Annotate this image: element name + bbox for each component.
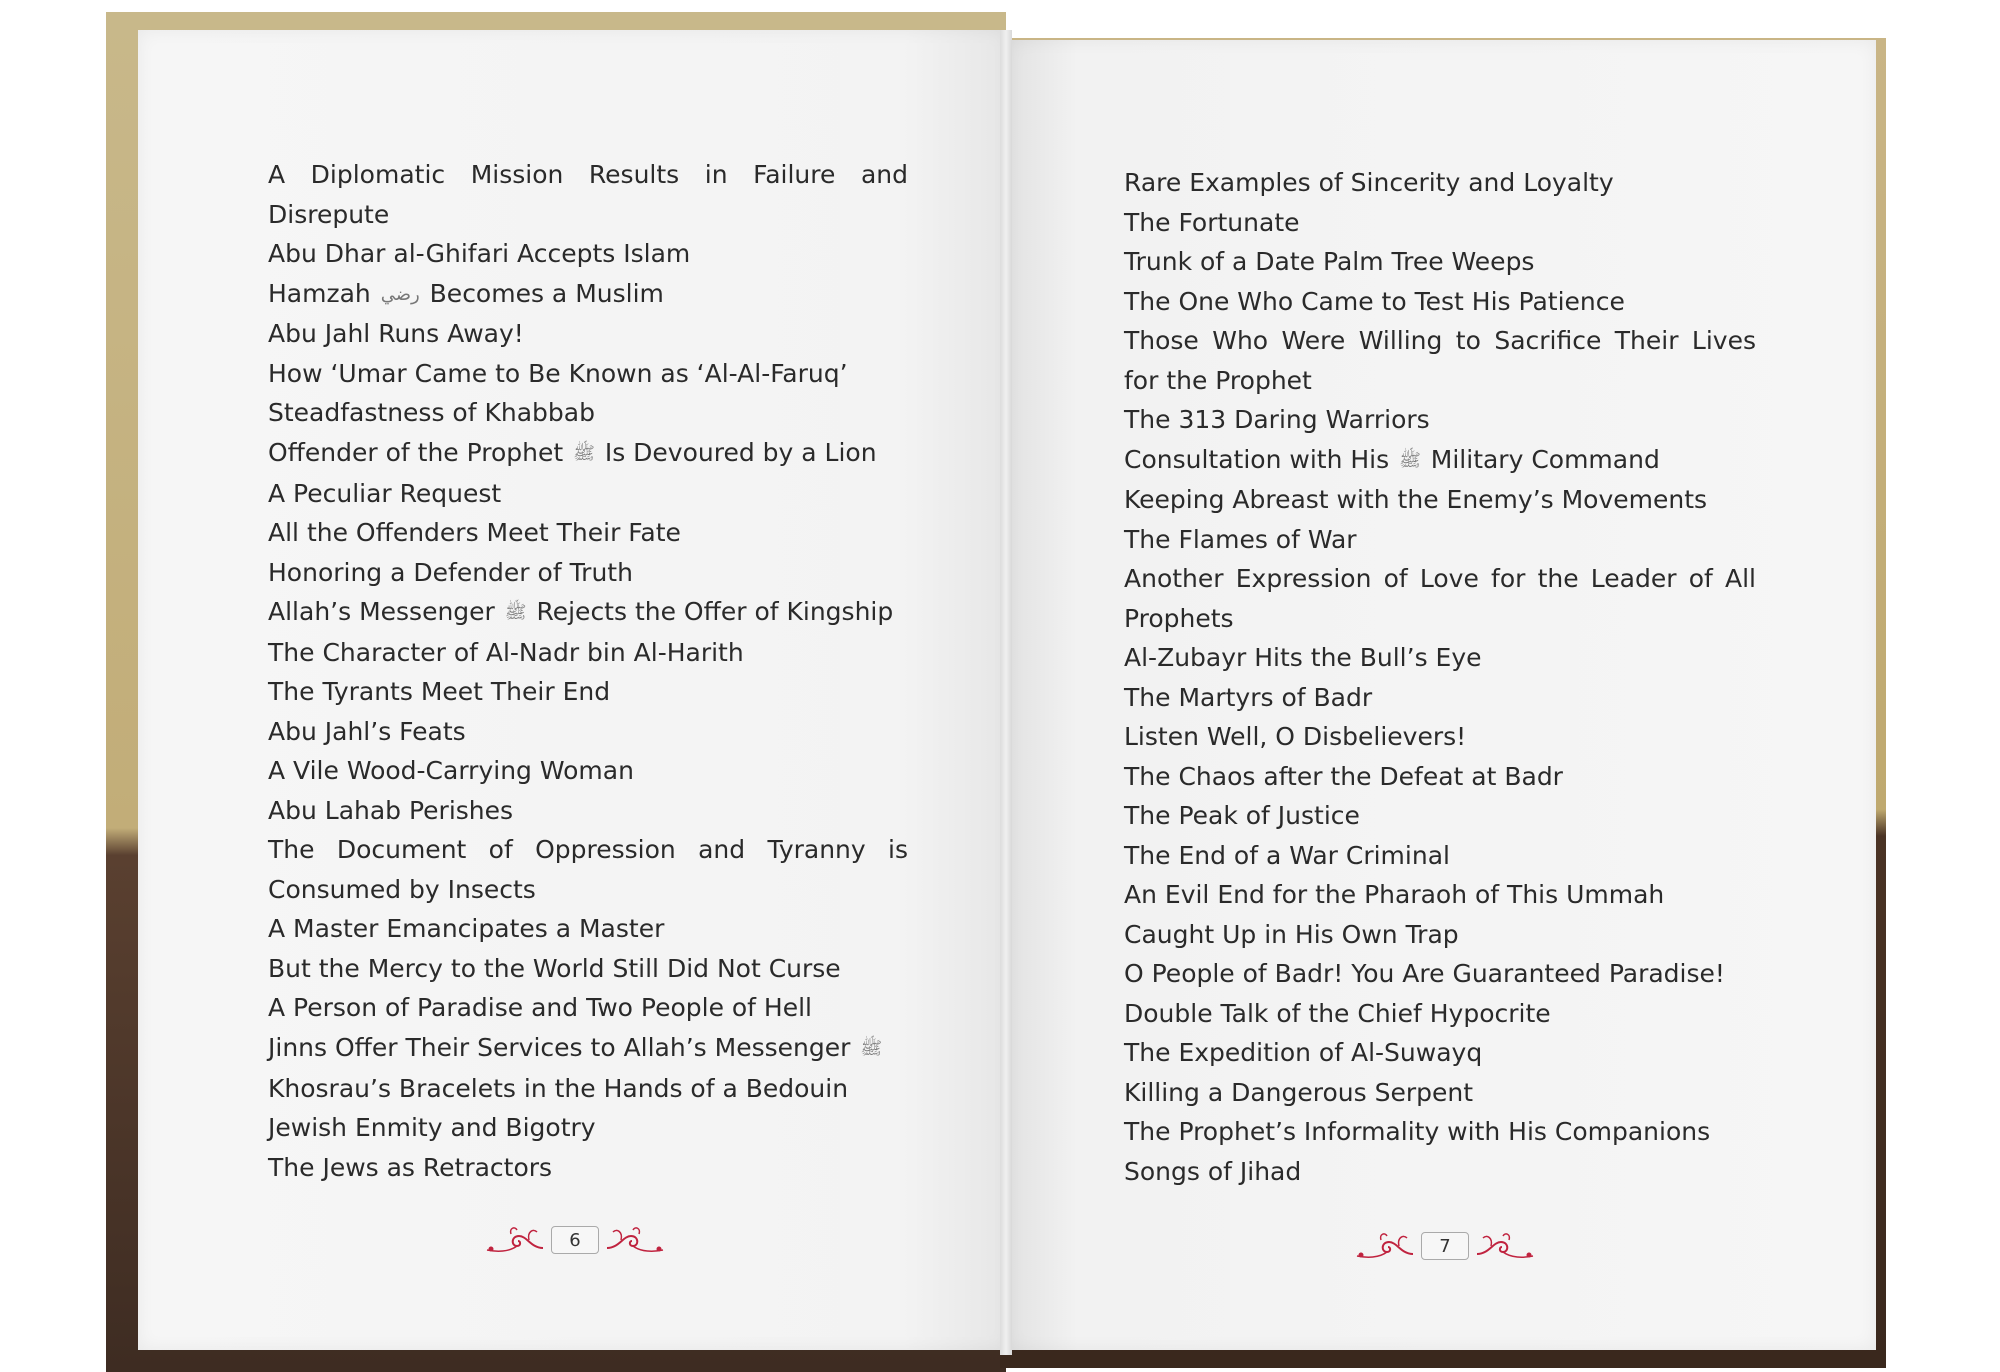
toc-entry-title: The Document of Oppression and Tyranny is Consumed by Insects [268, 835, 908, 904]
toc-entry [268, 1148, 908, 1188]
toc-entry-title: The Martyrs of Badr [1124, 682, 1373, 712]
toc-entry [1124, 1073, 1756, 1113]
toc-entry [268, 830, 908, 909]
toc-entry [268, 751, 908, 791]
toc-entry-title: Al-Zubayr Hits the Bull’s Eye [1124, 643, 1482, 673]
toc-entry-title: Honoring a Defender of Truth [268, 557, 633, 587]
toc-entry [1124, 954, 1756, 994]
toc-entry-title: The Fortunate [1124, 207, 1300, 237]
toc-entry-title: Khosrau’s Bracelets in the Hands of a Bedouin [268, 1073, 849, 1103]
toc-entry-title: Abu Jahl’s Feats [268, 716, 466, 746]
toc-entry-title: Jewish Enmity and Bigotry [268, 1113, 596, 1142]
toc-entry [1124, 520, 1756, 560]
toc-entry [1124, 796, 1756, 836]
toc-entry-title: The One Who Came to Test His Patience [1124, 286, 1625, 316]
toc-entry-title: Jinns Offer Their Services to Allah’s Messenger [268, 1032, 859, 1062]
toc-entry [268, 1069, 908, 1109]
table-of-contents-left [268, 155, 908, 1187]
toc-entry-title: Songs of Jihad [1124, 1156, 1302, 1186]
toc-entry [1124, 203, 1756, 243]
toc-entry-title-continued: Military Command [1430, 444, 1660, 474]
toc-entry-title: The End of a War Criminal [1124, 840, 1450, 870]
page-number-box: 7 [1421, 1232, 1469, 1260]
toc-entry-title: Keeping Abreast with the Enemy’s Movements [1124, 485, 1708, 515]
toc-entry-title: How ‘Umar Came to Be Known as ‘Al-Al-Faruq’ [268, 358, 848, 388]
toc-entry-title-continued: Is Devoured by a Lion [604, 437, 877, 467]
toc-entry-title: Abu Jahl Runs Away! [268, 319, 524, 349]
toc-entry [268, 513, 908, 553]
toc-entry [1124, 994, 1756, 1034]
toc-entry [268, 592, 908, 633]
toc-entry-title: Rare Examples of Sincerity and Loyalty [1124, 168, 1614, 197]
toc-entry-title: Abu Lahab Perishes [268, 795, 514, 825]
toc-entry-title: Steadfastness of Khabbab [268, 398, 595, 428]
toc-entry-title-continued: Rejects the Offer of Kingship [536, 597, 894, 626]
toc-entry [1124, 321, 1756, 400]
toc-entry [1124, 717, 1756, 757]
toc-entry [268, 672, 908, 712]
toc-entry [1124, 678, 1756, 718]
toc-entry [268, 909, 908, 949]
toc-entry-title: A Master Emancipates a Master [268, 914, 665, 944]
toc-entry-title: A Diplomatic Mission Results in Failure and Disrepute [268, 160, 908, 229]
toc-entry [1124, 875, 1756, 915]
toc-entry-title: Those Who Were Willing to Sacrifice Their Lives for the Prophet [1124, 326, 1756, 395]
toc-entry-title: The Flames of War [1124, 524, 1357, 554]
page-number-box: 6 [551, 1226, 599, 1254]
toc-entry [1124, 757, 1756, 797]
toc-entry-title: Trunk of a Date Palm Tree Weeps [1124, 247, 1535, 276]
honorific-symbol: ﷺ [860, 1038, 883, 1059]
honorific-symbol: ﷺ [1399, 449, 1421, 471]
toc-entry [268, 712, 908, 752]
toc-entry [1124, 559, 1756, 638]
toc-entry [268, 433, 908, 474]
toc-entry-title: Hamzah [268, 278, 379, 308]
toc-entry [268, 633, 908, 673]
toc-entry-title: All the Offenders Meet Their Fate [268, 518, 681, 547]
toc-entry [268, 1108, 908, 1148]
toc-entry-title: The 313 Daring Warriors [1124, 405, 1430, 434]
toc-entry-title: A Person of Paradise and Two People of Hell [268, 993, 813, 1023]
toc-entry [1124, 1152, 1756, 1192]
toc-entry-title: The Tyrants Meet Their End [268, 677, 611, 707]
toc-entry [268, 314, 908, 354]
toc-entry [1124, 915, 1756, 955]
page-number-left [480, 1222, 670, 1258]
book-spine [1000, 30, 1012, 1355]
toc-entry-title: Abu Dhar al-Ghifari Accepts Islam [268, 239, 691, 268]
toc-entry-title: Listen Well, O Disbelievers! [1124, 722, 1467, 752]
toc-entry [268, 988, 908, 1028]
toc-entry [268, 1028, 908, 1069]
toc-entry [1124, 400, 1756, 440]
toc-entry [268, 354, 908, 394]
toc-entry [1124, 163, 1756, 203]
toc-entry-title: O People of Badr! You Are Guaranteed Paradise! [1124, 959, 1725, 989]
toc-entry-title: A Vile Wood-Carrying Woman [268, 756, 634, 786]
flourish-left-icon [481, 1222, 545, 1258]
toc-entry-title: Another Expression of Love for the Leader of All Prophets [1124, 564, 1756, 633]
honorific-symbol: رضي [380, 283, 420, 305]
toc-entry [1124, 638, 1756, 678]
toc-entry-title: The Peak of Justice [1124, 801, 1360, 831]
toc-entry [1124, 282, 1756, 322]
honorific-symbol: ﷺ [504, 602, 527, 624]
toc-entry [268, 553, 908, 593]
toc-entry-title: The Expedition of Al-Suwayq [1124, 1038, 1483, 1068]
toc-entry-title: The Jews as Retractors [268, 1152, 553, 1182]
toc-entry-title: But the Mercy to the World Still Did Not Curse [268, 953, 841, 983]
toc-entry [268, 234, 908, 274]
toc-entry [1124, 836, 1756, 876]
honorific-symbol: ﷺ [573, 443, 595, 464]
toc-entry-title: The Chaos after the Defeat at Badr [1124, 761, 1563, 791]
toc-entry [1124, 480, 1756, 520]
flourish-right-icon [1475, 1228, 1539, 1264]
page-number-right [1350, 1228, 1540, 1264]
toc-entry [268, 949, 908, 989]
toc-entry-title: Allah’s Messenger [268, 597, 503, 626]
toc-entry-title: Killing a Dangerous Serpent [1124, 1077, 1474, 1107]
toc-entry-title: Consultation with His [1124, 444, 1398, 474]
toc-entry-title: The Character of Al-Nadr bin Al-Harith [268, 637, 744, 667]
toc-entry-title: Caught Up in His Own Trap [1124, 919, 1459, 949]
toc-entry [1124, 1033, 1756, 1073]
flourish-right-icon [605, 1222, 669, 1258]
toc-entry [268, 155, 908, 234]
toc-entry-title: Double Talk of the Chief Hypocrite [1124, 998, 1551, 1028]
toc-entry-title: An Evil End for the Pharaoh of This Ummah [1124, 880, 1665, 910]
toc-entry [1124, 242, 1756, 282]
flourish-left-icon [1351, 1228, 1415, 1264]
toc-entry-title-continued: Becomes a Muslim [429, 278, 664, 308]
toc-entry [268, 791, 908, 831]
toc-entry [1124, 440, 1756, 481]
toc-entry-title: A Peculiar Request [268, 478, 502, 508]
toc-entry [268, 393, 908, 433]
toc-entry-title: The Prophet’s Informality with His Companions [1124, 1117, 1711, 1147]
table-of-contents-right [1124, 163, 1756, 1191]
toc-entry [1124, 1112, 1756, 1152]
toc-entry [268, 274, 908, 315]
toc-entry [268, 474, 908, 514]
toc-entry-title: Offender of the Prophet [268, 437, 572, 467]
